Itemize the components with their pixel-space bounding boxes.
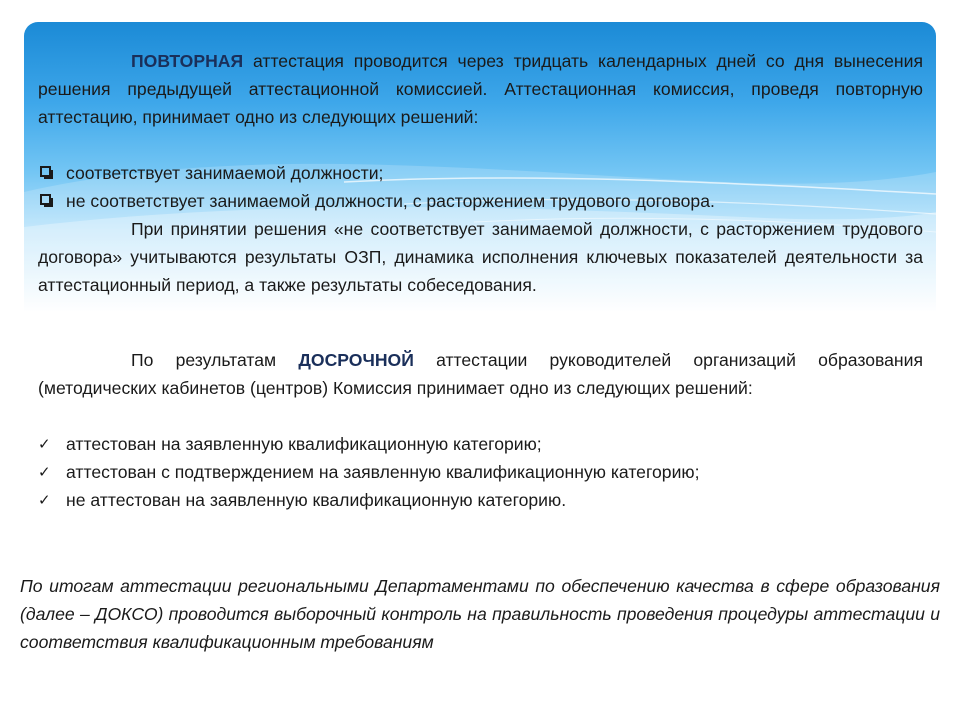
list-item-text: соответствует занимаемой должности; <box>66 163 384 183</box>
repeat-attestation-paragraph <box>38 47 923 131</box>
list-item <box>38 159 923 187</box>
checkmark-icon: ✓ <box>38 491 51 509</box>
early-attestation-term: ДОСРОЧНОЙ <box>298 350 414 370</box>
list-item <box>38 458 923 486</box>
list-item <box>38 187 923 215</box>
list-item <box>38 486 923 514</box>
repeat-attestation-text: аттестация проводится через тридцать календарных дней со дня вынесения решения предыдущей аттестационной комиссией. Аттестационная комиссия, проведя повторную аттестацию, принимает одно из следующих решений: <box>38 51 923 127</box>
spacer <box>38 402 923 430</box>
list-item <box>38 430 923 458</box>
spacer <box>38 131 923 159</box>
early-attestation-paragraph <box>38 346 923 402</box>
checkbox-icon <box>40 166 51 177</box>
decision-criteria-paragraph: При принятии решения «не соответствует занимаемой должности, с расторжением трудового договора» учитываются результаты ОЗП, динамика исполнения ключевых показателей деятельности за аттестационный период, а также результаты собеседования. <box>38 219 923 295</box>
doksto-control-note: По итогам аттестации региональными Департаментами по обеспечению качества в сфере образования (далее – ДОКСО) проводится выборочный контроль на правильность проведения процедуры аттестации и соответствия квалификационным требованиям <box>20 576 940 652</box>
repeat-decision-list <box>38 159 923 215</box>
checkmark-icon: ✓ <box>38 463 51 481</box>
checkbox-icon <box>40 194 51 205</box>
early-attestation-text: аттестации руководителей организаций образования (методических кабинетов (центров) Комиссия принимает одно из следующих решений: <box>38 350 923 398</box>
list-item-text: аттестован на заявленную квалификационную категорию; <box>66 434 542 454</box>
list-item-text: не аттестован на заявленную квалификационную категорию. <box>66 490 567 510</box>
list-item-text: не соответствует занимаемой должности, с расторжением трудового договора. <box>66 191 715 211</box>
early-attestation-prefix: По результатам <box>131 350 299 370</box>
early-decision-list <box>38 430 923 514</box>
checkmark-icon: ✓ <box>38 435 51 453</box>
slide-body <box>38 47 923 514</box>
spacer <box>38 299 923 346</box>
repeat-attestation-term: ПОВТОРНАЯ <box>131 51 244 71</box>
list-item-text: аттестован с подтверждением на заявленную квалификационную категорию; <box>66 462 700 482</box>
